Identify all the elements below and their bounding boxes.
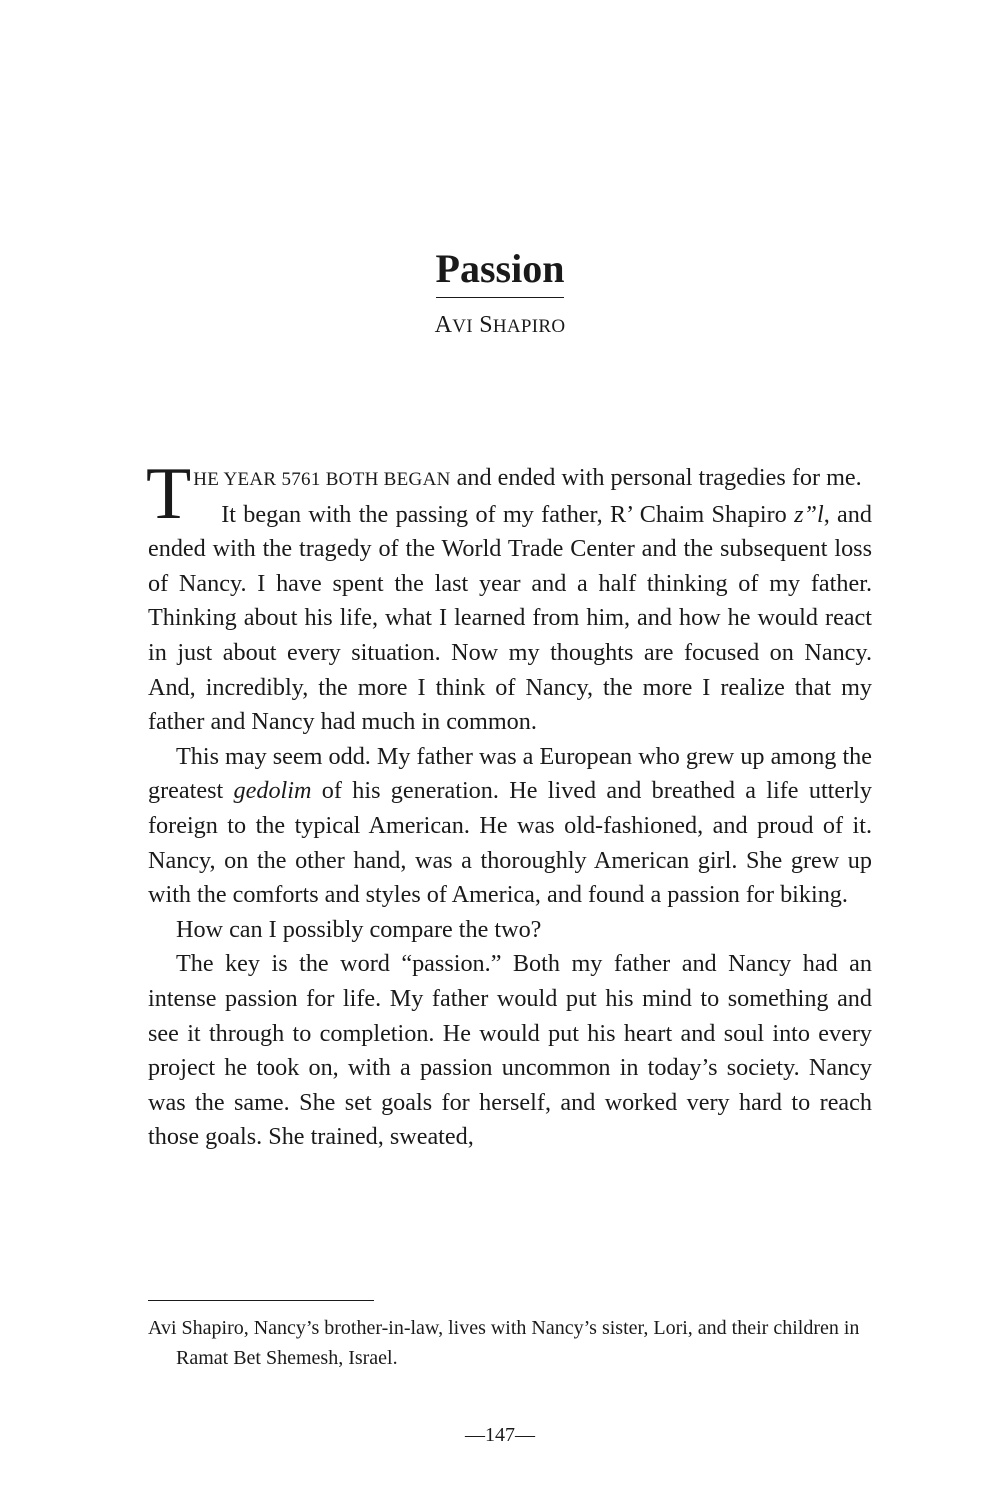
author-last-name-rest: HAPIRO: [492, 316, 566, 337]
paragraph-2-italic: z”l: [794, 500, 824, 528]
paragraph-3-text-a: This may seem odd. My father was a European who grew up among the greatest: [148, 742, 872, 805]
page-number: —147—: [465, 1424, 535, 1446]
paragraph-4: How can I possibly compare the two?: [176, 915, 542, 943]
drop-cap: T: [146, 453, 192, 535]
paragraph-1-text: and ended with personal tragedies for me.: [450, 464, 862, 491]
paragraph-2-text-a: It began with the passing of my father, R’ Chaim Shapiro: [221, 500, 795, 528]
author-first-name-rest: VI: [452, 316, 473, 337]
footnote: Avi Shapiro, Nancy’s brother-in-law, lives with Nancy’s sister, Lori, and their children in Ramat Bet Shemesh, Israel.: [148, 1317, 860, 1369]
chapter-author: [0, 310, 1000, 342]
body-text: [146, 453, 872, 1155]
author-initial-last: S: [479, 312, 493, 338]
paragraph-2: [148, 498, 872, 740]
footnote-divider: [148, 1300, 374, 1301]
paragraph-2-text-b: , and ended with the tragedy of the World Trade Center and the subsequent loss of Nancy. I have spent the last year and a half thinking of my father. Thinking about his life, what I learned from him, and how he would react in just about every situation. Now my thoughts are focused on Nancy. And, incredibly, the more I think of Nancy, the more I realize that my father and Nancy had much in common.: [148, 500, 872, 736]
paragraph-3: [148, 740, 872, 913]
paragraph-3-italic: gedolim: [233, 777, 312, 805]
paragraph-3-text-b: of his generation. He lived and breathed a life utterly foreign to the typical American. He was old-fashioned, and proud of it. Nancy, on the other hand, was a thoroughly American girl. She grew up with the comforts and styles of America, and found a passion for biking.: [148, 777, 872, 909]
paragraph-5: The key is the word “passion.” Both my father and Nancy had an intense passion for life. My father would put his mind to something and see it through to completion. He would put his heart and soul into every project he took on, with a passion uncommon in today’s society. Nancy was the same. She set goals for herself, and worked very hard to reach those goals. She trained, sweated,: [148, 950, 872, 1151]
author-initial-first: A: [434, 312, 453, 338]
chapter-title-block: [0, 244, 1000, 298]
opening-smallcaps: HE YEAR 5761 BOTH BEGAN: [193, 469, 451, 490]
chapter-title: Passion: [436, 244, 565, 298]
